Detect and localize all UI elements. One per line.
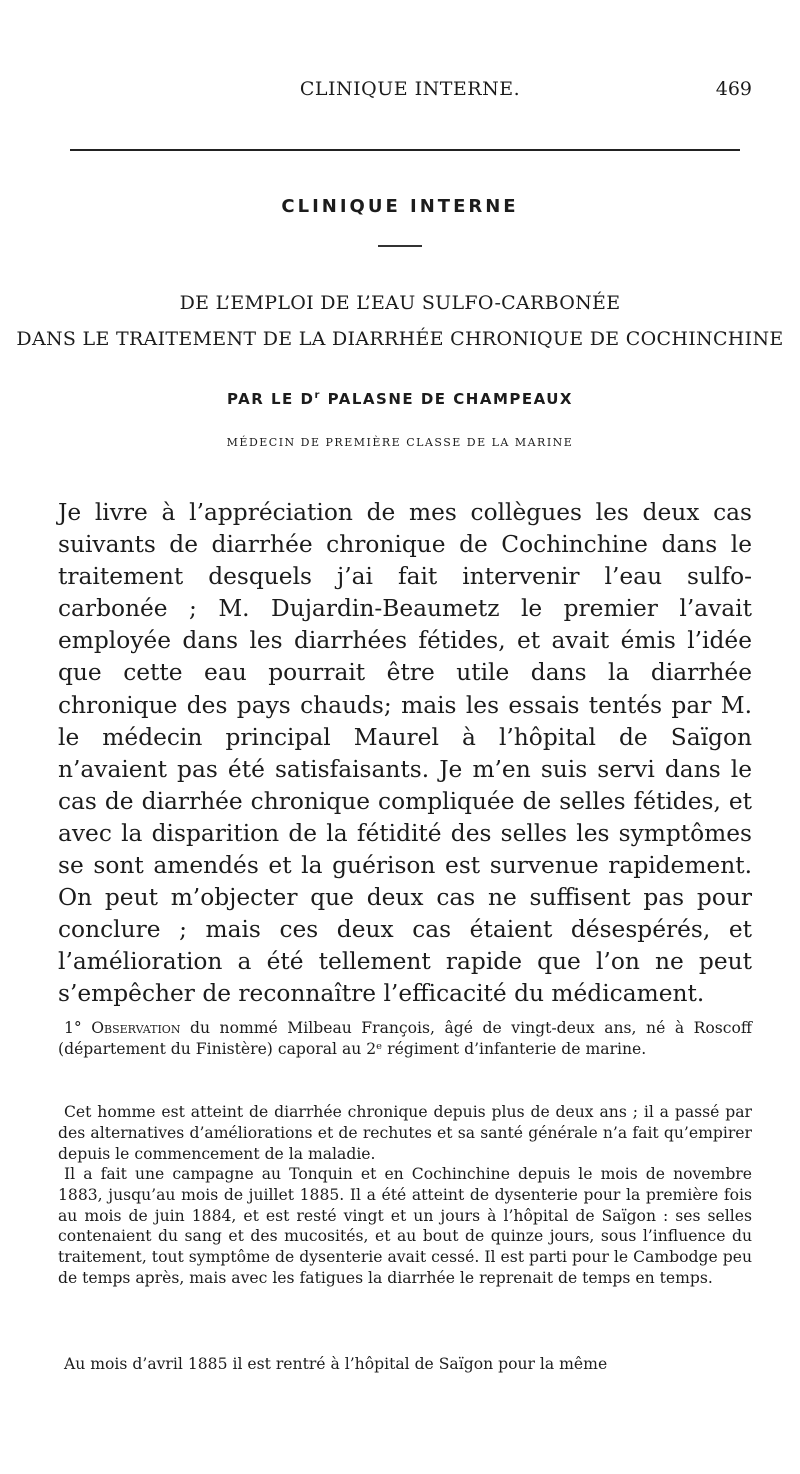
header-rule — [70, 149, 740, 151]
observation-paragraph-4: Au mois d’avril 1885 il est rentré à l’hôpital de Saïgon pour la même — [64, 1355, 608, 1373]
author-affiliation: MÉDECIN DE PREMIÈRE CLASSE DE LA MARINE — [226, 436, 574, 449]
author-byline — [0, 390, 800, 408]
section-title: CLINIQUE INTERNE — [281, 196, 519, 217]
running-head-title: CLINIQUE INTERNE. — [299, 78, 521, 100]
observation-number: 1° — [64, 1019, 92, 1037]
intro-paragraph: Je livre à l’appréciation de mes collègues les deux cas suivants de diarrhée chronique de Cochinchine dans le traitement desquels j’ai fait intervenir l’eau sulfo-carbonée ; M. Dujardin-Beaumetz le premier l’avait employée dans les diarrhées fétides, et avait émis l’idée que cette eau pourrait être utile dans la diarrhée chronique des pays chauds; mais les essais tentés par M. le médecin principal Maurel à l’hôpital de Saïgon n’avaient pas été satisfaisants. Je m’en suis servi dans le cas de diarrhée chronique compliquée de selles fétides, et avec la disparition de la fétidité des selles les symptômes se sont amendés et la guérison est survenue rapidement. On peut m’objecter que deux cas ne suffisent pas pour conclure ; mais ces deux cas étaient désespérés, et l’amélioration a été tellement rapide que l’on ne peut s’empêcher de reconnaître l’efficacité du médicament. — [58, 499, 752, 1008]
observation-intro-text: du nommé Milbeau François, âgé de vingt-deux ans, né à Roscoff (département du Finistère) caporal au 2ᵉ régiment d’infanterie de marine. — [58, 1019, 752, 1058]
page-number: 469 — [715, 78, 752, 100]
observation-heading-paragraph — [58, 1018, 752, 1060]
article-title-line-1: DE L’EMPLOI DE L’EAU SULFO-CARBONÉE — [179, 292, 621, 314]
title-divider — [378, 245, 422, 247]
observation-paragraph-2: Cet homme est atteint de diarrhée chronique depuis plus de deux ans ; il a passé par des alternatives d’améliorations et de rechutes et sa santé générale n’a fait qu’empirer depuis le commencement de la maladie. — [58, 1103, 752, 1163]
byline-superscript: r — [314, 390, 321, 401]
byline-prefix: PAR LE D — [226, 390, 315, 408]
author-name: PALASNE DE CHAMPEAUX — [320, 390, 573, 408]
running-head — [60, 78, 760, 108]
observation-label: Observation — [91, 1019, 181, 1037]
article-title-line-2: DANS LE TRAITEMENT DE LA DIARRHÉE CHRONIQUE DE COCHINCHINE — [16, 328, 784, 350]
observation-paragraph-3: Il a fait une campagne au Tonquin et en Cochinchine depuis le mois de novembre 1883, jusqu’au mois de juillet 1885. Il a été atteint de dysenterie pour la première fois au mois de juin 1884, et est resté vingt et un jours à l’hôpital de Saïgon : ses selles contenaient du sang et des mucosités, et au bout de quinze jours, sous l’influence du traitement, tout symptôme de dysenterie avait cessé. Il est parti pour le Cambodge peu de temps après, mais avec les fatigues la diarrhée le reprenait de temps en temps. — [58, 1165, 752, 1287]
